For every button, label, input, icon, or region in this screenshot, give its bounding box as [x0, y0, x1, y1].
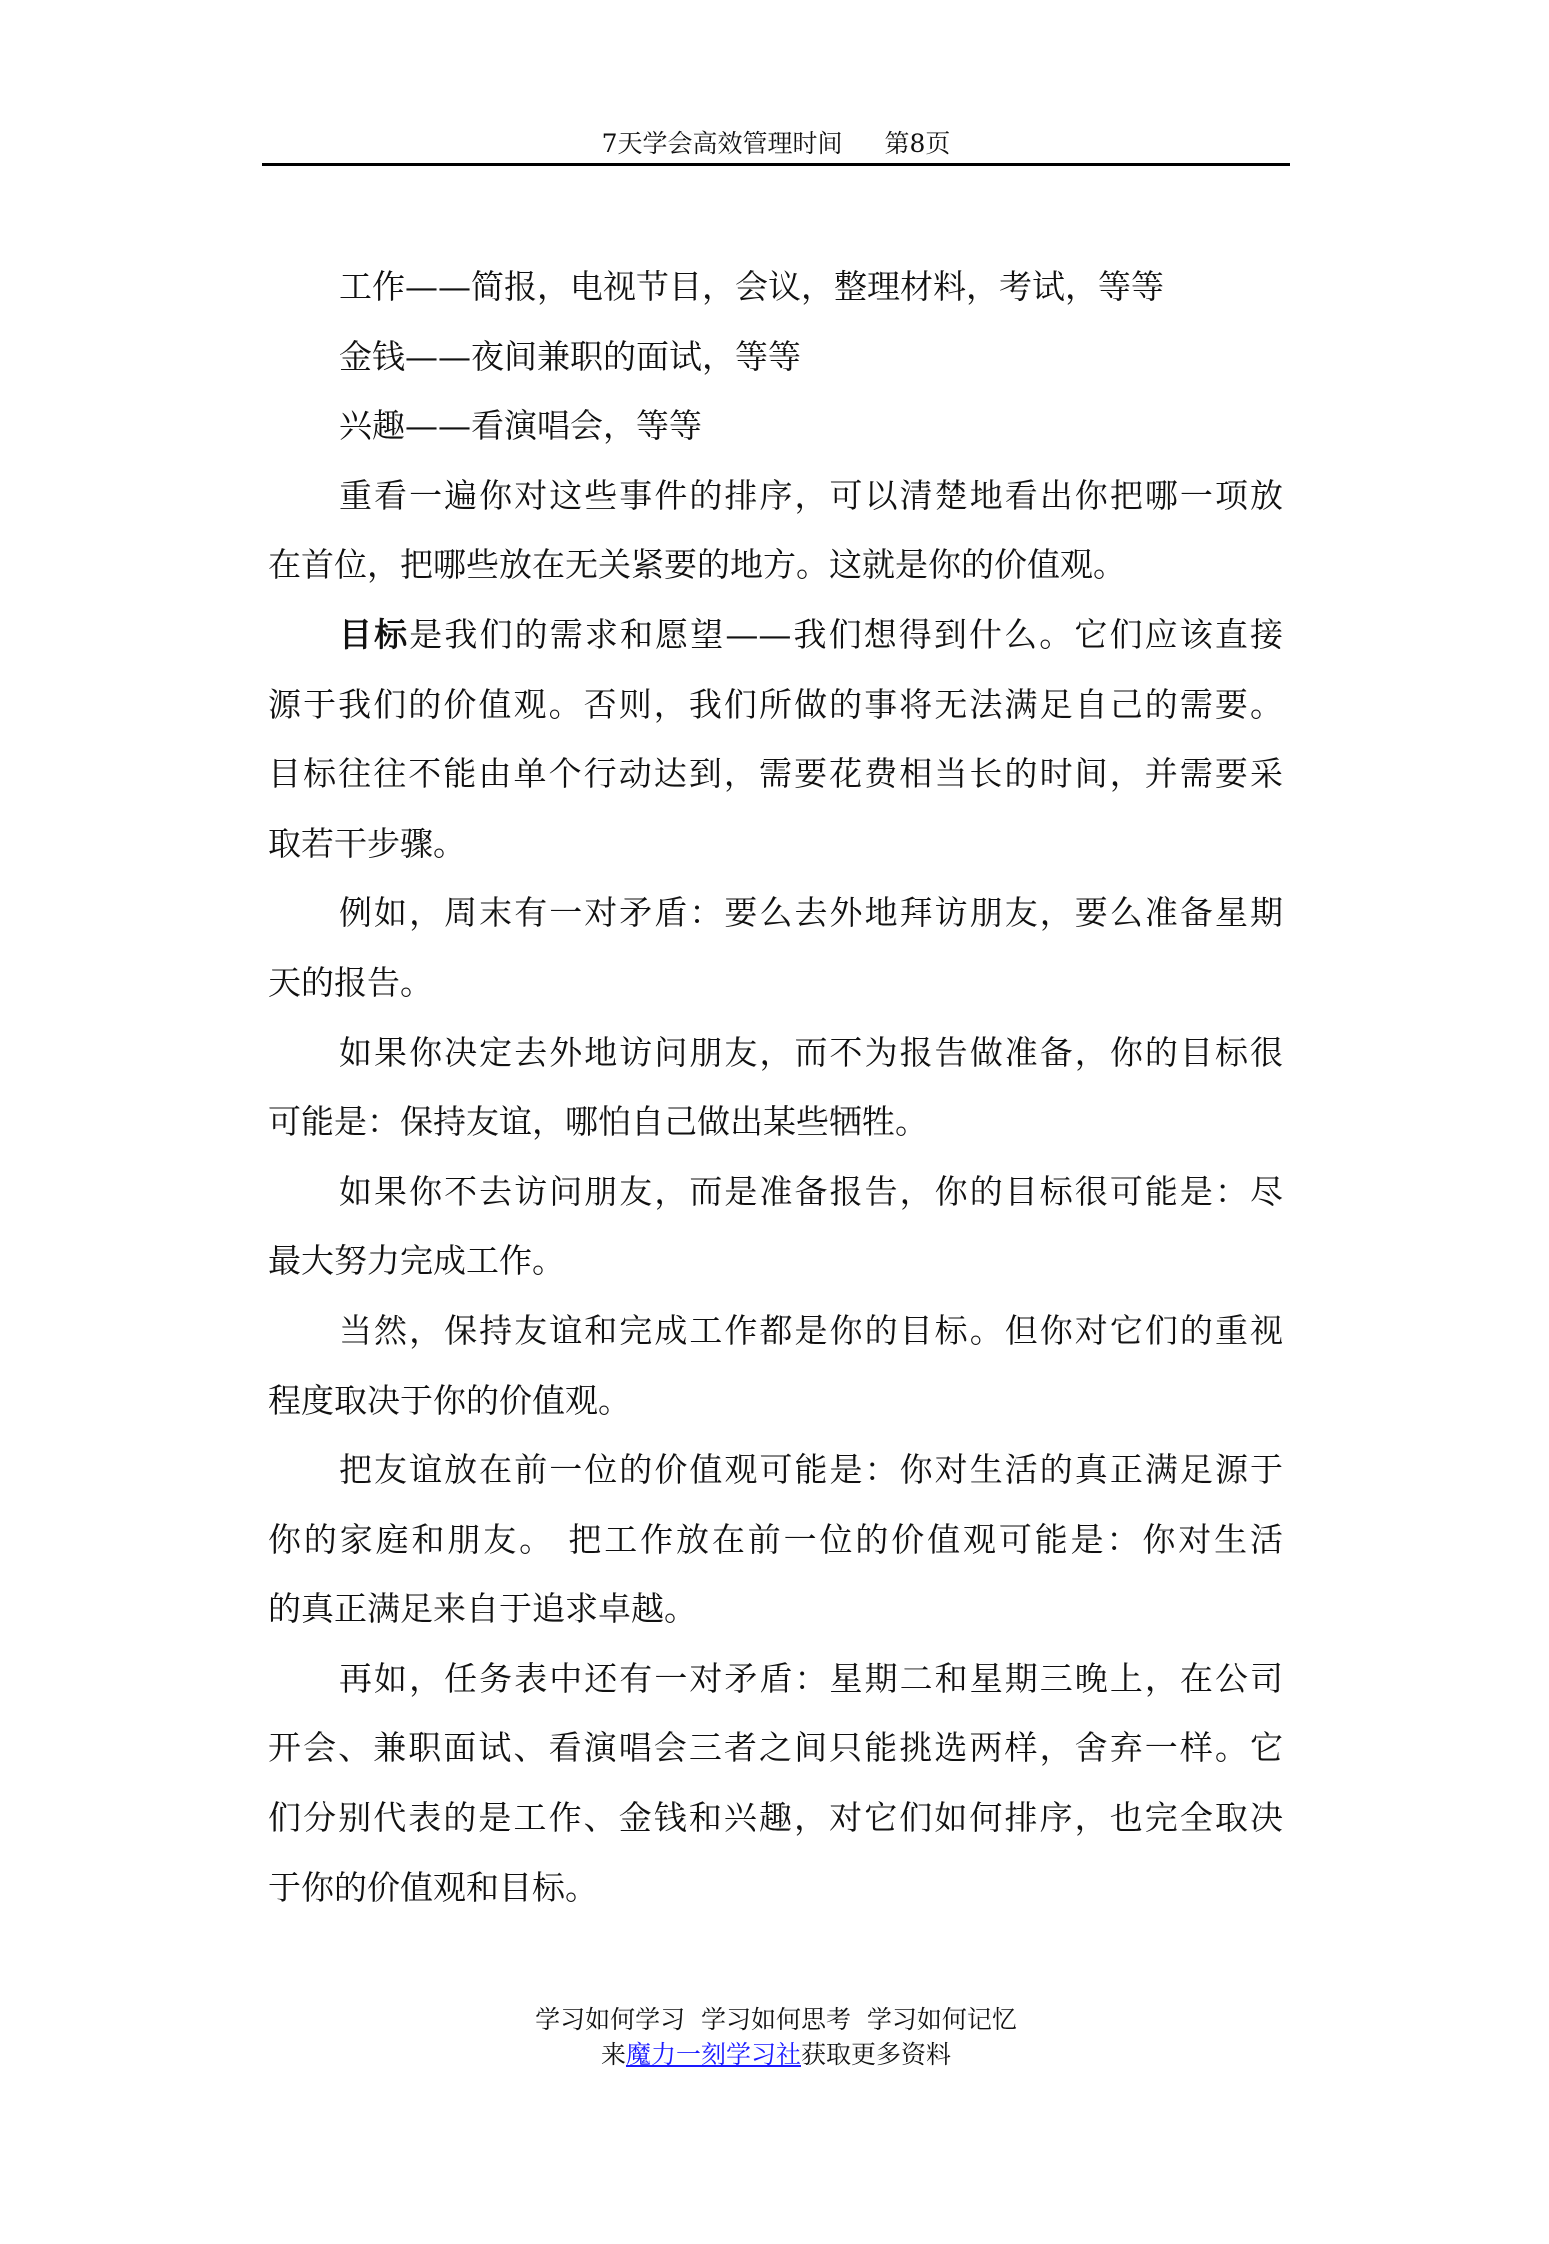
text-line [268, 1783, 1283, 1853]
text-line [268, 600, 1283, 670]
text-line [268, 1226, 1283, 1296]
text-line [268, 1366, 1283, 1436]
text-line [268, 461, 1283, 531]
footer-slogan: 学习如何学习 学习如何思考 学习如何记忆 [535, 2005, 1017, 2034]
line-text: 可能是：保持友谊，哪怕自己做出某些牺牲。 [268, 1102, 928, 1142]
line-text: 重看一遍你对这些事件的排序，可以清楚地看出你把哪一项放 [339, 475, 1283, 515]
header-rule [262, 163, 1290, 166]
text-line [268, 1157, 1283, 1227]
text-line [268, 809, 1283, 879]
line-text: 是我们的需求和愿望——我们想得到什么。它们应该直接 [409, 614, 1284, 654]
line-text: 工作——简报，电视节目，会议，整理材料，考试，等等 [339, 267, 1164, 306]
page-header [262, 124, 1290, 160]
bold-term: 目标 [339, 614, 410, 654]
line-text: 取若干步骤。 [268, 823, 466, 863]
page-footer [262, 2002, 1290, 2072]
document-title: 7天学会高效管理时间 [601, 129, 843, 158]
line-text: 例如，周末有一对矛盾：要么去外地拜访朋友，要么准备星期 [339, 893, 1283, 933]
text-line [268, 1296, 1283, 1366]
text-line [268, 1505, 1283, 1575]
line-text: 兴趣——看演唱会，等等 [339, 406, 702, 446]
text-line [268, 1435, 1283, 1505]
text-line [268, 670, 1283, 740]
text-line [268, 1574, 1283, 1644]
text-line [268, 948, 1283, 1018]
page-number: 第8页 [884, 129, 951, 158]
line-text: 如果你决定去外地访问朋友，而不为报告做准备，你的目标很 [339, 1032, 1283, 1072]
text-line [268, 878, 1283, 948]
text-line [268, 252, 1283, 322]
line-text: 的真正满足来自于追求卓越。 [268, 1589, 697, 1629]
line-text: 天的报告。 [268, 962, 433, 1002]
study-club-link[interactable]: 魔力一刻学习社 [625, 2040, 801, 2069]
line-text: 再如，任务表中还有一对矛盾：星期二和星期三晚上，在公司 [339, 1658, 1283, 1698]
line-text: 目标往往不能由单个行动达到，需要花费相当长的时间，并需要采 [268, 754, 1283, 794]
footer-suffix: 获取更多资料 [801, 2040, 952, 2069]
line-text: 在首位，把哪些放在无关紧要的地方。这就是你的价值观。 [268, 545, 1126, 585]
text-line [268, 1644, 1283, 1714]
footer-prefix: 来 [600, 2040, 626, 2069]
line-text: 如果你不去访问朋友，而是准备报告，你的目标很可能是：尽 [339, 1171, 1283, 1211]
line-text: 开会、兼职面试、看演唱会三者之间只能挑选两样，舍弃一样。它 [268, 1728, 1283, 1768]
text-line [268, 391, 1283, 461]
line-text: 最大努力完成工作。 [268, 1241, 565, 1281]
line-text: 你的家庭和朋友。 把工作放在前一位的价值观可能是：你对生活 [268, 1519, 1283, 1559]
footer-promo [262, 2037, 1290, 2072]
text-line [268, 1853, 1283, 1923]
text-line [268, 530, 1283, 600]
text-line [268, 1713, 1283, 1783]
text-line [268, 1087, 1283, 1157]
line-text: 程度取决于你的价值观。 [268, 1380, 631, 1420]
line-text: 把友谊放在前一位的价值观可能是：你对生活的真正满足源于 [339, 1450, 1283, 1490]
text-line [268, 1018, 1283, 1088]
line-text: 于你的价值观和目标。 [268, 1867, 598, 1907]
text-line [268, 322, 1283, 392]
line-text: 当然，保持友谊和完成工作都是你的目标。但你对它们的重视 [339, 1310, 1283, 1350]
line-text: 金钱——夜间兼职的面试，等等 [339, 336, 801, 376]
line-text: 们分别代表的是工作、金钱和兴趣，对它们如何排序，也完全取决 [268, 1798, 1283, 1838]
document-body [268, 252, 1283, 1922]
line-text: 源于我们的价值观。否则，我们所做的事将无法满足自己的需要。 [268, 684, 1283, 724]
text-line [268, 739, 1283, 809]
